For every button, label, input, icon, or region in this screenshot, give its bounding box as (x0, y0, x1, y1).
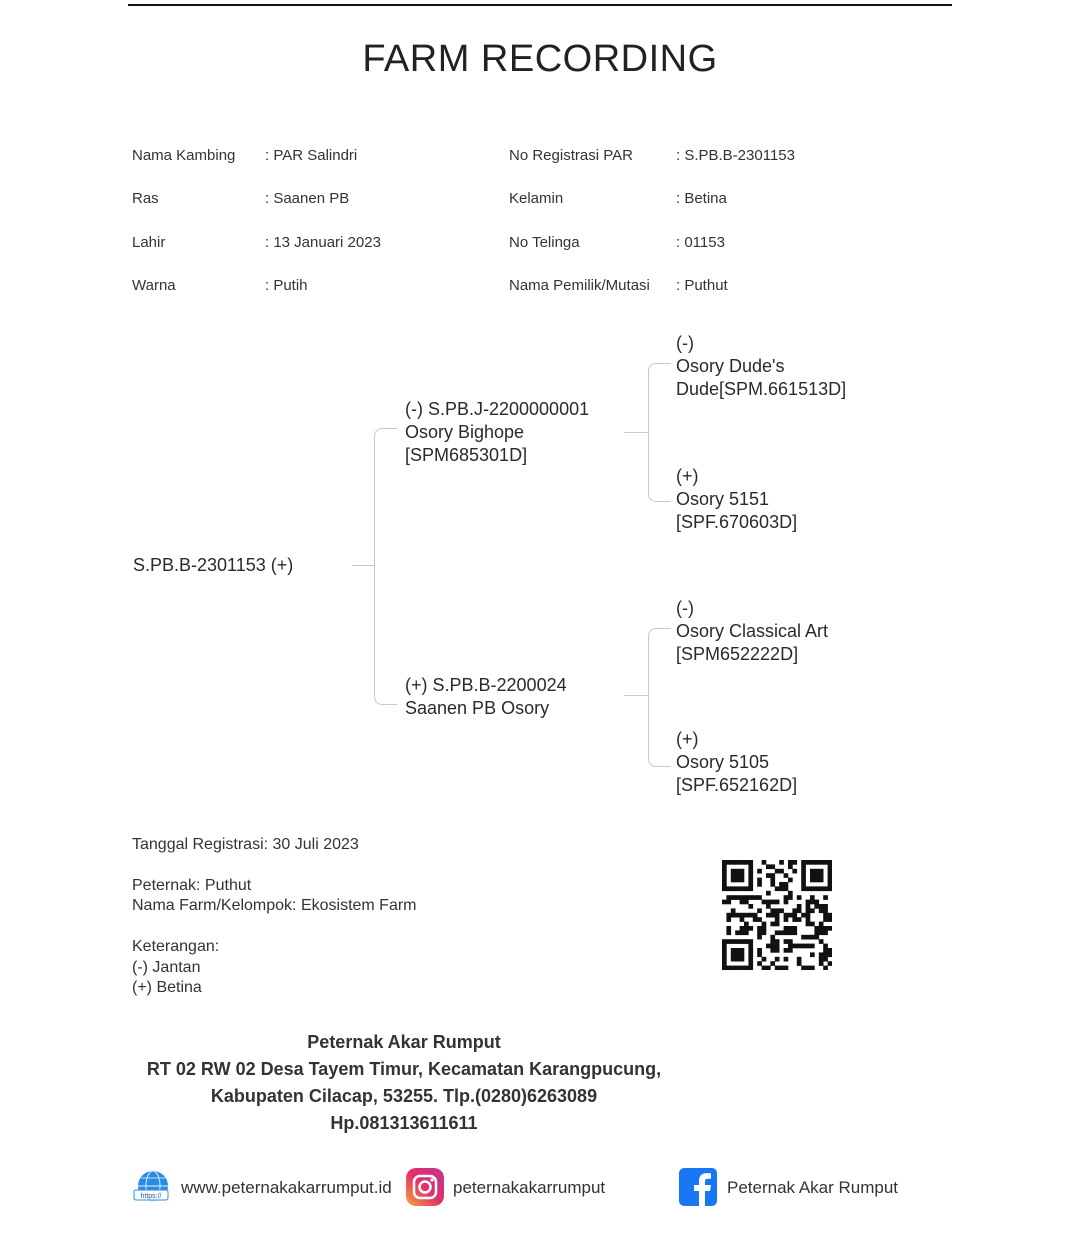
svg-text:https://: https:// (140, 1193, 162, 1200)
connector-dam-parents (648, 628, 671, 767)
dam-sire-name: Osory Classical Art (676, 621, 829, 641)
legend-female: (+) Betina (132, 979, 202, 996)
dam-sire-sex: (-) (676, 598, 694, 618)
legend-title: Keterangan: (132, 938, 220, 955)
instagram-handle[interactable]: peternakakarrumput (453, 1178, 606, 1197)
connector-sire-parents (648, 363, 671, 502)
dam-dam-sex: (+) (676, 729, 699, 749)
info-label-owner: Nama Pemilik/Mutasi (509, 277, 650, 294)
sire-node (405, 398, 589, 467)
top-rule (128, 4, 952, 6)
info-value-owner: : Puthut (676, 277, 728, 294)
facebook-icon (678, 1167, 718, 1207)
sire-name: Osory Bighope (405, 422, 525, 442)
info-value-birth: : 13 Januari 2023 (265, 234, 381, 251)
footer-name: Peternak Akar Rumput (307, 1032, 501, 1052)
website-link[interactable]: www.peternakakarrumput.id (181, 1178, 392, 1197)
dam-id: (+) S.PB.B-2200024 (405, 675, 567, 695)
farm-group: Nama Farm/Kelompok: Ekosistem Farm (132, 897, 417, 914)
info-value-ear-tag: : 01153 (676, 234, 725, 251)
facebook-page[interactable]: Peternak Akar Rumput (727, 1178, 899, 1197)
connector-sire (624, 432, 648, 433)
sire-dam-code: [SPF.670603D] (676, 512, 798, 532)
footer-address-line2: Kabupaten Cilacap, 53255. Tlp.(0280)6263089 (210, 1086, 598, 1106)
info-label-registration: No Registrasi PAR (509, 147, 633, 164)
info-value-registration: : S.PB.B-2301153 (676, 147, 795, 164)
sire-dam-sex: (+) (676, 466, 699, 486)
footer-address-line1: RT 02 RW 02 Desa Tayem Timur, Kecamatan Karangpucung, (146, 1059, 662, 1079)
info-label-breed: Ras (132, 190, 159, 207)
sire-sire-code: Dude[SPM.661513D] (676, 379, 847, 399)
info-value-name: : PAR Salindri (265, 147, 358, 164)
social-facebook[interactable] (678, 1167, 908, 1209)
legend-male: (-) Jantan (132, 959, 201, 976)
qr-code[interactable] (722, 860, 832, 970)
info-label-ear-tag: No Telinga (509, 234, 580, 251)
info-value-breed: : Saanen PB (265, 190, 350, 207)
dam-dam-node (676, 728, 797, 797)
subject-node: S.PB.B-2301153 (+) (133, 555, 294, 575)
info-value-color: : Putih (265, 277, 308, 294)
page-title: FARM RECORDING (362, 38, 718, 80)
registration-date: Tanggal Registrasi: 30 Juli 2023 (132, 836, 359, 853)
sire-code: [SPM685301D] (405, 445, 528, 465)
dam-name: Saanen PB Osory (405, 698, 550, 718)
social-instagram[interactable] (405, 1167, 625, 1209)
breeder: Peternak: Puthut (132, 877, 252, 894)
dam-sire-node (676, 597, 828, 666)
info-label-sex: Kelamin (509, 190, 564, 207)
dam-dam-name: Osory 5105 (676, 752, 770, 772)
info-label-birth: Lahir (132, 234, 166, 251)
info-label-color: Warna (132, 277, 176, 294)
info-label-name: Nama Kambing (132, 147, 236, 164)
dam-sire-code: [SPM652222D] (676, 644, 799, 664)
dam-node (405, 674, 567, 720)
sire-sire-node (676, 332, 846, 401)
sire-dam-name: Osory 5151 (676, 489, 770, 509)
sire-dam-node (676, 465, 797, 534)
social-website[interactable] (133, 1168, 403, 1208)
globe-icon (133, 1168, 173, 1208)
connector-subject (352, 565, 374, 566)
footer-phone: Hp.081313611611 (330, 1113, 478, 1133)
dam-dam-code: [SPF.652162D] (676, 775, 798, 795)
info-value-sex: : Betina (676, 190, 727, 207)
sire-sire-sex: (-) (676, 333, 694, 353)
sire-sire-name: Osory Dude's (676, 356, 785, 376)
sire-id: (-) S.PB.J-2200000001 (405, 399, 590, 419)
connector-dam (624, 695, 648, 696)
instagram-icon (405, 1167, 445, 1207)
connector-parents (374, 428, 397, 705)
